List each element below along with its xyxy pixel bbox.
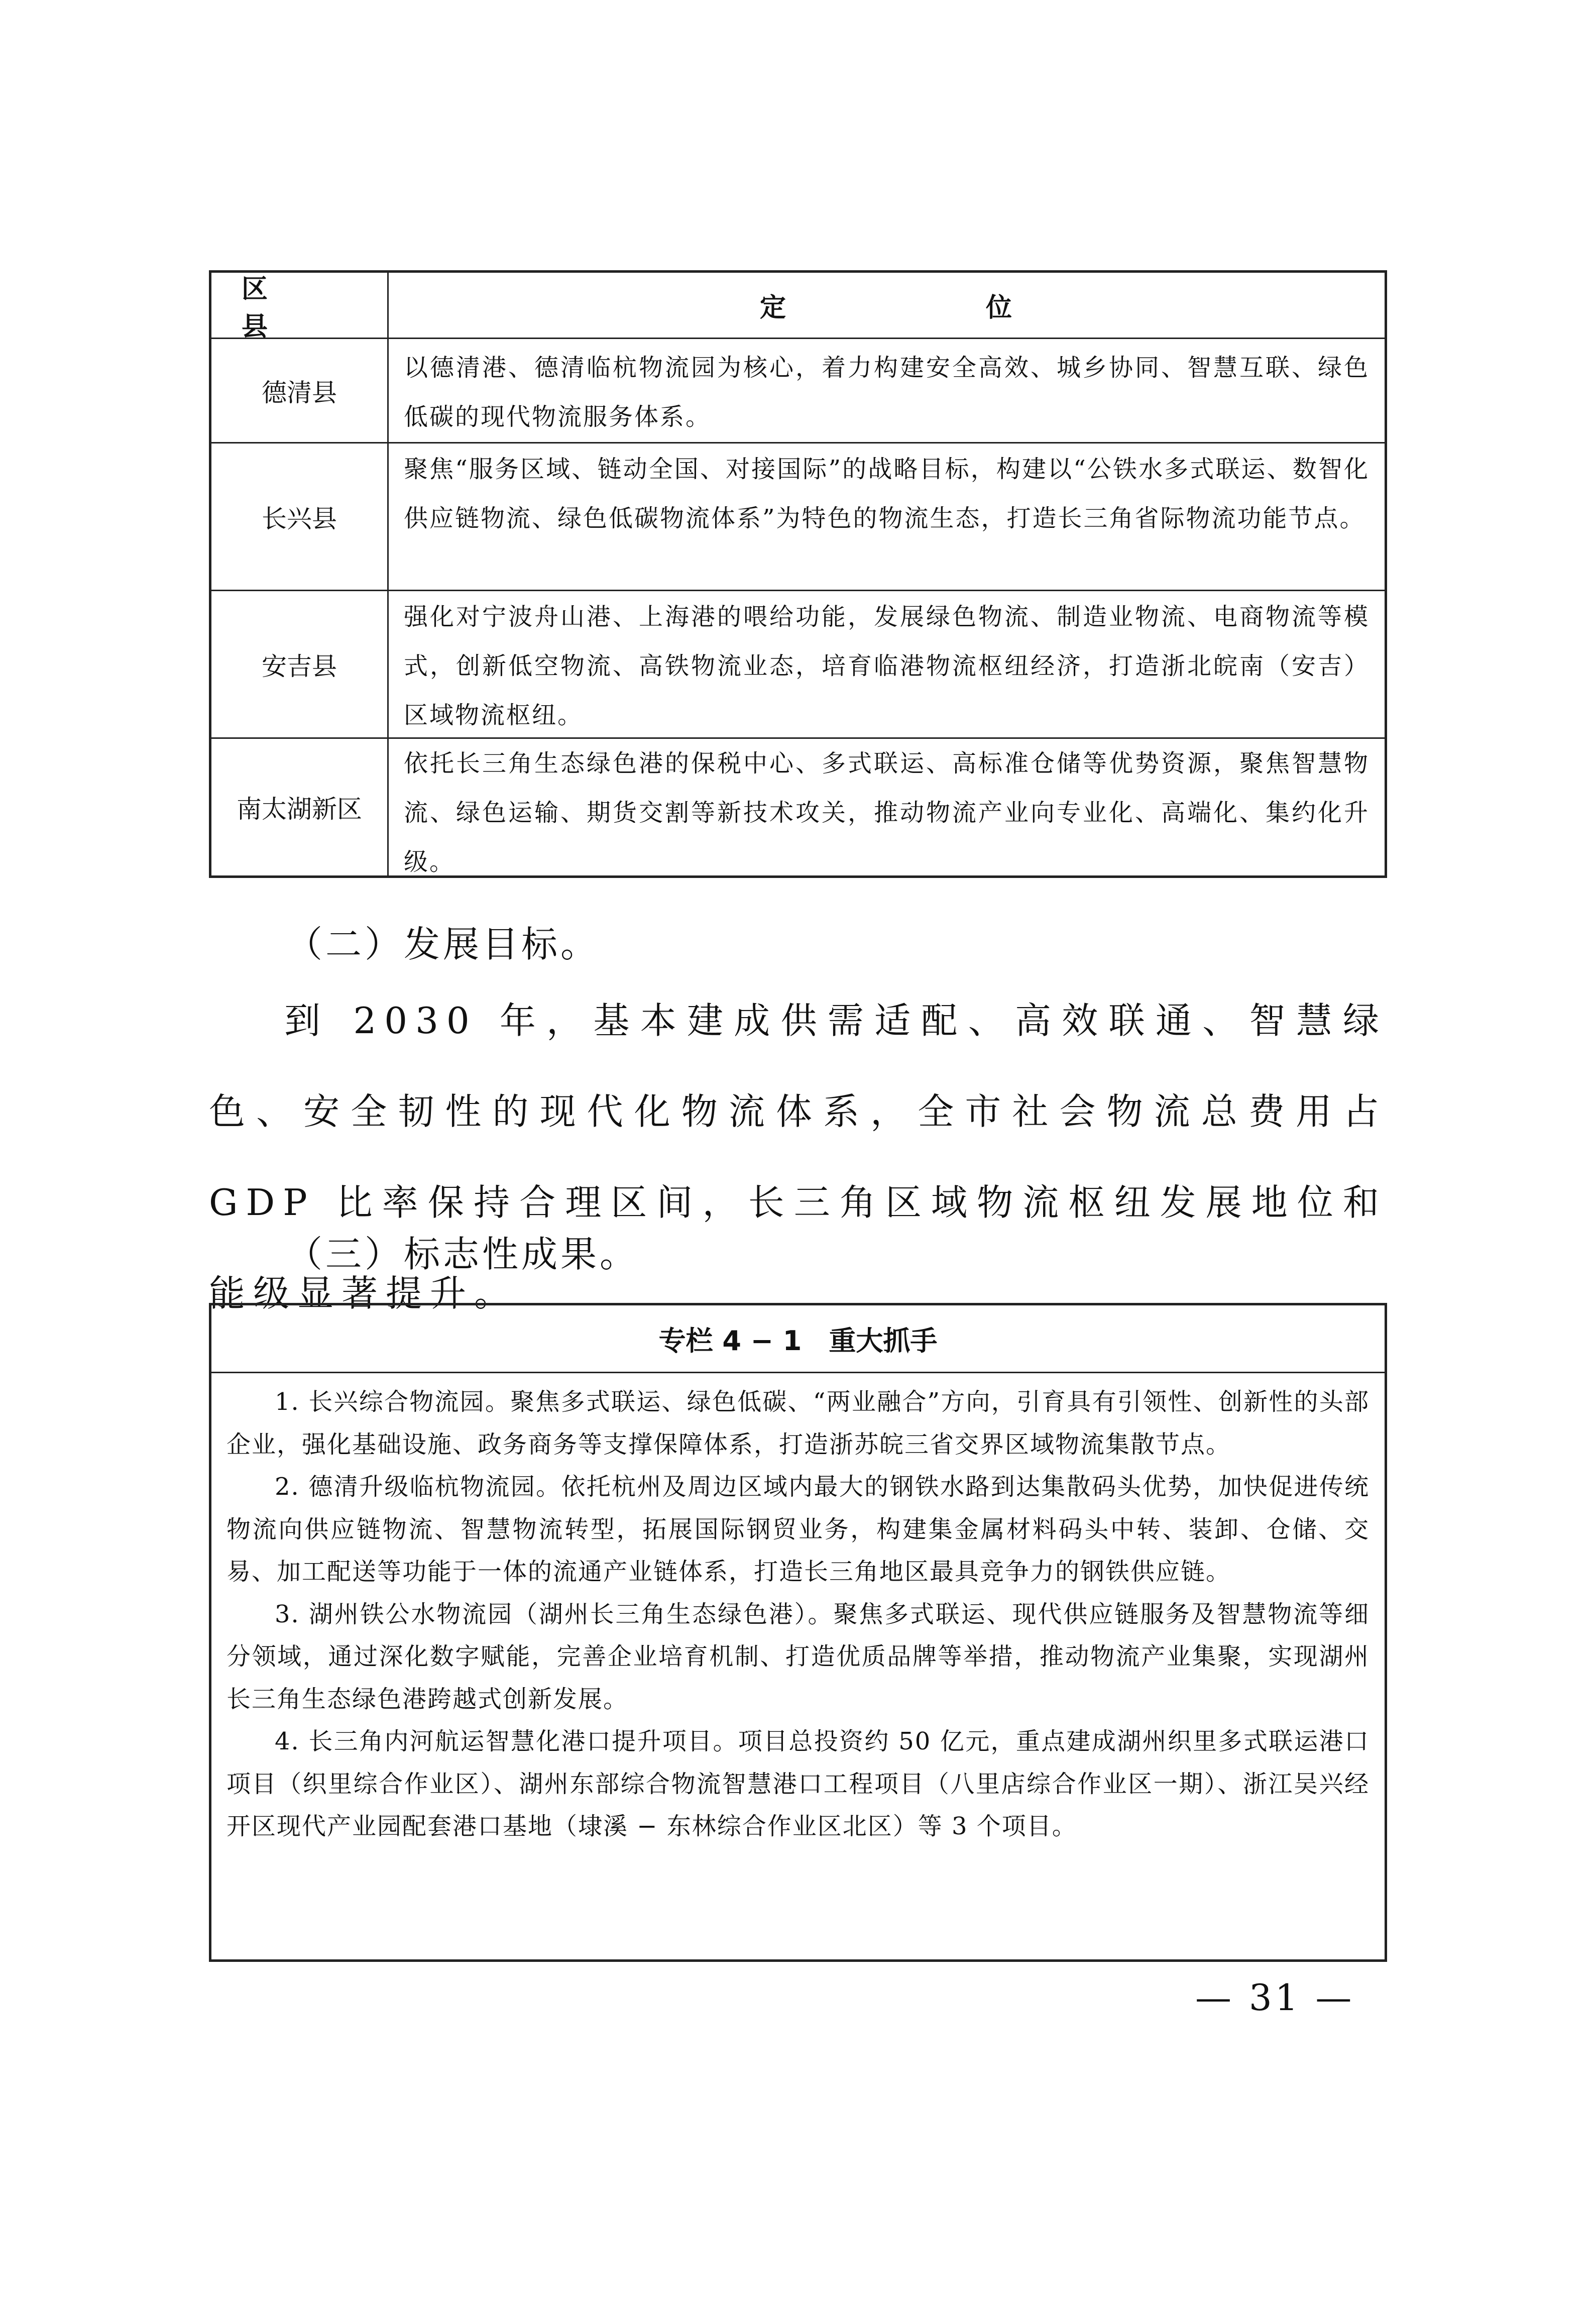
page-number: — 31 —	[1195, 1976, 1355, 2019]
initiative-item: 1. 长兴综合物流园。聚焦多式联运、绿色低碳、“两业融合”方向，引育具有引领性、创新性的头部企业，强化基础设施、政务商务等支撑保障体系，打造浙苏皖三省交界区域物流集散节点。	[226, 1388, 1370, 1459]
section-heading-development-goals: （二）发展目标。	[286, 923, 600, 965]
table-row	[211, 444, 1385, 591]
table-row	[211, 339, 1385, 444]
position-cell: 强化对宁波舟山港、上海港的喂给功能，发展绿色物流、制造业物流、电商物流等模式，创新低空物流、高铁物流业态，培育临港物流枢纽经济，打造浙北皖南（安吉）区域物流枢纽。	[404, 603, 1370, 729]
position-cell: 依托长三角生态绿色港的保税中心、多式联运、高标准仓储等优势资源，聚焦智慧物流、绿色运输、期货交割等新技术攻关，推动物流产业向专业化、高端化、集约化升级。	[404, 749, 1370, 876]
section-heading-landmark-results: （三）标志性成果。	[286, 1233, 639, 1275]
position-cell: 以德清港、德清临杭物流园为核心，着力构建安全高效、城乡协同、智慧互联、绿色低碳的现代物流服务体系。	[404, 354, 1370, 431]
table-row	[211, 739, 1385, 875]
section-body-development-goals: 到 2030 年，基本建成供需适配、高效联通、智慧绿色、安全韧性的现代化物流体系，全市社会物流总费用占 GDP 比率保持合理区间，长三角区域物流枢纽发展地位和能级显著提升。	[209, 1000, 1387, 1314]
district-cell: 德清县	[262, 378, 337, 407]
column-box-major-initiatives	[209, 1303, 1387, 1962]
positioning-table	[209, 270, 1387, 878]
header-position: 定 位	[759, 293, 1108, 323]
table-header-row	[211, 273, 1385, 342]
column-box-body	[226, 1381, 1370, 1848]
header-district: 区 县	[242, 274, 298, 342]
initiative-item: 2. 德清升级临杭物流园。依托杭州及周边区域内最大的钢铁水路到达集散码头优势，加快促进传统物流向供应链物流、智慧物流转型，拓展国际钢贸业务，构建集金属材料码头中转、装卸、仓储、交易、加工配送等功能于一体的流通产业链体系，打造长三角地区最具竞争力的钢铁供应链。	[226, 1473, 1370, 1586]
initiative-item: 3. 湖州铁公水物流园（湖州长三角生态绿色港）。聚焦多式联运、现代供应链服务及智慧物流等细分领域，通过深化数字赋能，完善企业培育机制、打造优质品牌等举措，推动物流产业集聚，实现湖州长三角生态绿色港跨越式创新发展。	[226, 1600, 1370, 1713]
table-row	[211, 591, 1385, 739]
district-cell: 南太湖新区	[237, 795, 362, 824]
district-cell: 安吉县	[262, 651, 337, 681]
column-box-title: 专栏 4 − 1 重大抓手	[211, 1305, 1385, 1373]
district-cell: 长兴县	[262, 504, 337, 533]
initiative-item: 4. 长三角内河航运智慧化港口提升项目。项目总投资约 50 亿元，重点建成湖州织里多式联运港口项目（织里综合作业区）、湖州东部综合物流智慧港口工程项目（八里店综合作业区一期）、浙江吴兴经开区现代产业园配套港口基地（埭溪 − 东林综合作业区北区）等 3 个项目。	[226, 1727, 1370, 1840]
position-cell: 聚焦“服务区域、链动全国、对接国际”的战略目标，构建以“公铁水多式联运、数智化供应链物流、绿色低碳物流体系”为特色的物流生态，打造长三角省际物流功能节点。	[404, 455, 1370, 532]
